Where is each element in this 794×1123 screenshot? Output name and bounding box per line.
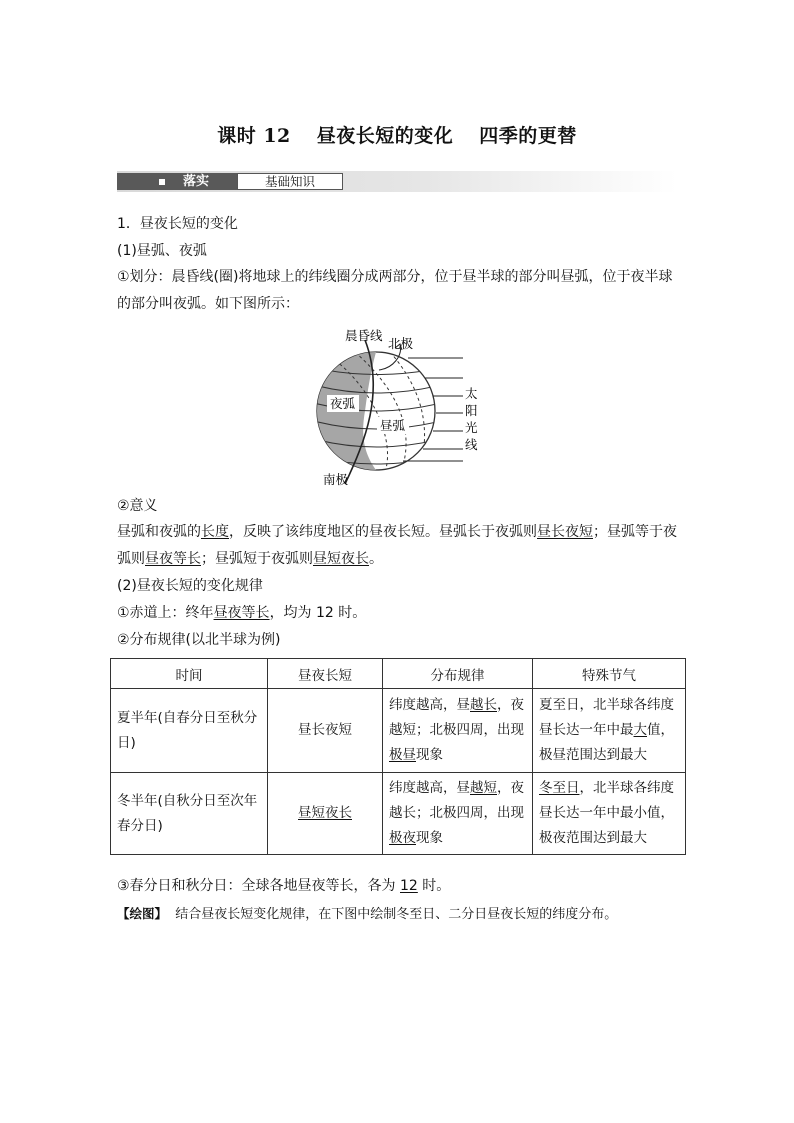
length-cell: 昼短夜长 <box>268 773 383 855</box>
special-cell: 冬至日，北半球各纬度昼长达一年中最小值，极夜范围达到最大 <box>533 773 686 855</box>
meaning-line-1: 昼弧和夜弧的长度，反映了该纬度地区的昼夜长短。昼弧长于夜弧则昼长夜短；昼弧等于夜 <box>117 524 677 540</box>
sunlight-label-2: 阳 <box>465 403 478 418</box>
south-pole-label: 南极 <box>323 472 349 487</box>
equinox-rule: ③春分日和秋分日：全球各地昼夜等长，各为 12 时。 <box>117 878 451 894</box>
sunlight-label-4: 线 <box>465 437 478 452</box>
table-row <box>111 773 686 855</box>
table-header-row <box>111 659 686 689</box>
north-pole-label: 北极 <box>388 336 414 351</box>
length-cell: 昼长夜短 <box>268 689 383 773</box>
rule-cell: 纬度越高，昼越长，夜越短；北极四周，出现极昼现象 <box>383 689 533 773</box>
section-bar <box>117 171 677 192</box>
page-title: 课时 12 昼夜长短的变化 四季的更替 <box>217 125 577 147</box>
division-line-1: ①划分：晨昏线(圈)将地球上的纬线圈分成两部分，位于昼半球的部分叫昼弧，位于夜半球 <box>117 269 673 285</box>
time-cell: 夏半年(自春分日至秋分 日) <box>111 689 268 773</box>
sunlight-label-1: 太 <box>465 386 478 401</box>
table-header: 昼夜长短 <box>268 659 383 689</box>
night-arc-label: 夜弧 <box>330 396 356 411</box>
heading-2: (2)昼夜长短的变化规律 <box>117 578 263 594</box>
equator-rule: ①赤道上：终年昼夜等长，均为 12 时。 <box>117 605 367 621</box>
subheading-arcs: (1)昼弧、夜弧 <box>117 243 207 259</box>
square-bullet-icon <box>159 179 165 185</box>
terminator-label: 晨昏线 <box>345 328 383 343</box>
day-arc-label: 昼弧 <box>380 418 406 433</box>
division-line-2: 的部分叫夜弧。如下图所示： <box>117 296 299 312</box>
section-box: 基础知识 <box>237 173 343 190</box>
drawing-task: 【绘图】 结合昼夜长短变化规律，在下图中绘制冬至日、二分日昼夜长短的纬度分布。 <box>117 906 618 922</box>
section-label: 落实 <box>117 173 237 190</box>
heading-1: 1．昼夜长短的变化 <box>117 216 238 232</box>
meaning-heading: ②意义 <box>117 498 158 514</box>
distribution-heading: ②分布规律(以北半球为例) <box>117 632 281 648</box>
table-header: 时间 <box>111 659 268 689</box>
table-header: 特殊节气 <box>533 659 686 689</box>
table-row <box>111 689 686 773</box>
task-tag: 【绘图】 <box>117 906 168 921</box>
day-length-table <box>110 658 686 855</box>
sunlight-label-3: 光 <box>465 420 478 435</box>
table-header: 分布规律 <box>383 659 533 689</box>
rule-cell: 纬度越高，昼越短，夜越长；北极四周，出现极夜现象 <box>383 773 533 855</box>
day-night-arc-figure <box>305 322 495 492</box>
special-cell: 夏至日，北半球各纬度昼长达一年中最大值，极昼范围达到最大 <box>533 689 686 773</box>
time-cell: 冬半年(自秋分日至次年 春分日) <box>111 773 268 855</box>
meaning-line-2: 弧则昼夜等长；昼弧短于夜弧则昼短夜长。 <box>117 551 383 567</box>
